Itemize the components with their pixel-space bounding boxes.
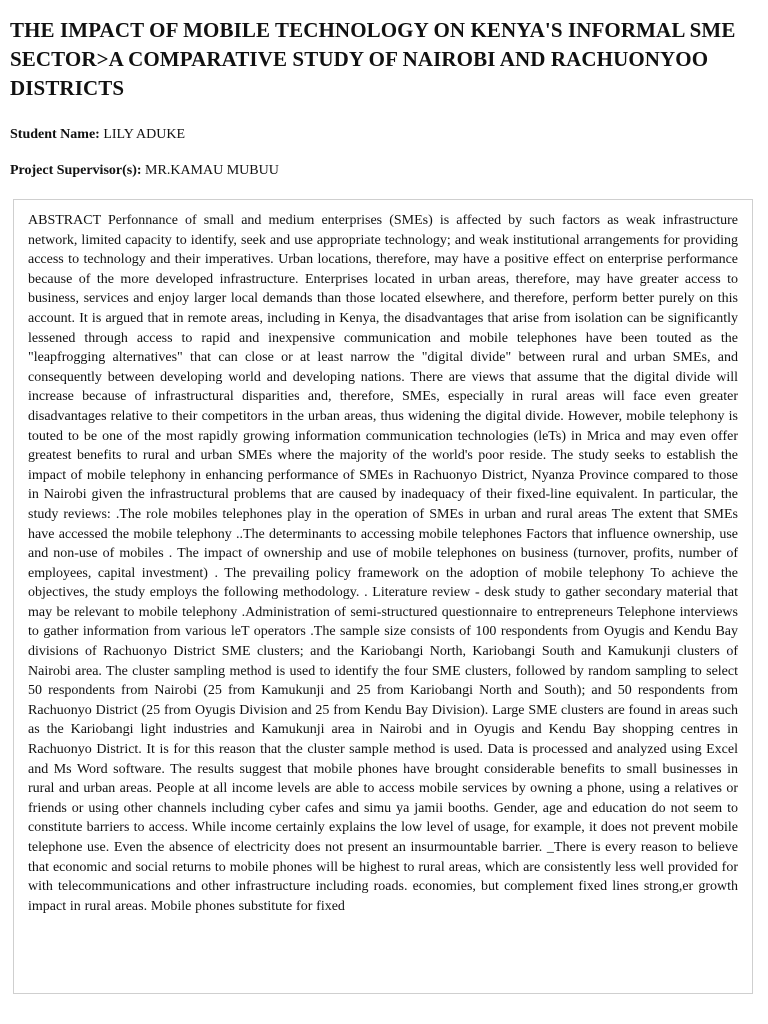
supervisor-label: Project Supervisor(s):	[10, 163, 142, 178]
student-name-value: LILY ADUKE	[103, 127, 186, 142]
student-name-label: Student Name:	[10, 127, 100, 142]
supervisor-value: MR.KAMAU MUBUU	[145, 163, 279, 178]
student-name-line	[10, 127, 185, 143]
abstract-text: ABSTRACT Perfonnance of small and medium enterprises (SMEs) is affected by such factors as weak infrastructure network, limited capacity to identify, seek and use appropriate technology; and weak institutional arrangements for providing access to technology and their imperatives. Urban locations, therefore, may have a positive effect on enterprise performance because of the more developed infrastructure. Enterprises located in urban areas, therefore, may have greater access to business, services and enjoy larger local demands than those located elsewhere, and therefore, perform better purely on this account. It is argued that in remote areas, including in Kenya, the disadvantages that arise from isolation can be significantly lessened through access to rapid and inexpensive communication and mobile telephones have been touted as the "leapfrogging alternatives" that can close or at least narrow the "digital divide" between rural and urban SMEs, and consequently between developing world and developing nations. There are views that assume that the digital divide will increase because of infrastructural disparities and, therefore, SMEs, especially in rural areas will face even greater disadvantages relative to their competitors in the urban areas, thus widening the digital divide. However, mobile telephony is touted to be one of the most rapidly growing information communication technologies (leTs) in Mrica and may even offer greatest benefits to rural and urban SMEs where the majority of the world's poor reside. The study seeks to establish the impact of mobile telephony in enhancing performance of SMEs in Rachuonyo District, Nyanza Province compared to those in Nairobi given the infrastructural problems that are caused by inadequacy of their fixed-line equivalent. In particular, the study reviews: .The role mobiles telephones play in the operation of SMEs in urban and rural areas The extent that SMEs have accessed the mobile telephony ..The determinants to accessing mobile telephones Factors that influence ownership, use and non-use of mobiles . The impact of ownership and use of mobile telephones on business (turnover, profits, number of employees, capital investment) . The prevailing policy framework on the adoption of mobile telephony To achieve the objectives, the study employs the following methodology. . Literature review - desk study to gather secondary material that may be relevant to mobile telephony .Administration of semi-structured questionnaire to entrepreneurs Telephone interviews to gather information from various leT operators .The sample size consists of 100 respondents from Oyugis and Kendu Bay divisions of Rachuonyo District SME clusters; and the Kariobangi North, Kariobangi South and Kamukunji clusters of Nairobi area. The cluster sampling method is used to identify the four SME clusters, followed by random sampling to select 50 respondents from Nairobi (25 from Kamukunji and 25 from Kariobangi North and South); and 50 respondents from Rachuonyo District (25 from Oyugis Division and 25 from Kendu Bay Division). Large SME clusters are found in areas such as the Kariobangi light industries and Kamukunji area in Nairobi and in Oyugis and Kendu Bay shopping centres in Rachuonyo District. It is for this reason that the cluster sample method is used. Data is processed and analyzed using Excel and Ms Word software. The results suggest that mobile phones have brought considerable benefits to small businesses in rural and urban areas. People at all income levels are able to access mobile services by owning a phone, using a relatives or friends or using other channels including cyber cafes and simu ya jamii booths. Gender, age and education do not seem to constitute barriers to access. While income certainly explains the low level of usage, for example, it does not prevent mobile telephone use. Even the absence of electricity does not present an insurmountable barrier. _There is every reason to believe that economic and social returns to mobile phones will be highest to rural areas, which are consistently less well provided for with telecommunications and other infrastructure including roads. economies, but complement fixed lines strong,er growth impact in rural areas. Mobile phones substitute for fixed	[28, 213, 738, 914]
document-title: THE IMPACT OF MOBILE TECHNOLOGY ON KENYA'S INFORMAL SME SECTOR>A COMPARATIVE STUDY OF NAIROBI AND RACHUONYOO DISTRICTS	[10, 18, 736, 100]
supervisor-line	[10, 163, 279, 179]
abstract-box	[13, 199, 753, 994]
